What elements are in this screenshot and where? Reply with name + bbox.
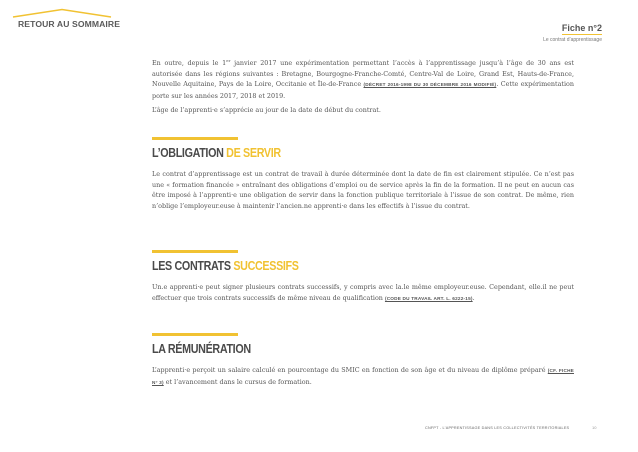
section-contrats-successifs bbox=[152, 250, 574, 304]
back-to-summary-link[interactable]: RETOUR AU SOMMAIRE bbox=[18, 19, 121, 29]
section-title: L’OBLIGATION DE SERVIR bbox=[152, 146, 281, 160]
fiche-number: Fiche n°2 bbox=[561, 23, 602, 33]
section-remuneration bbox=[152, 333, 574, 388]
fiche-subtitle: Le contrat d’apprentissage bbox=[543, 37, 602, 43]
footer-text: CNFPT - L’APPRENTISSAGE DANS LES COLLECTIVITÉS TERRITORIALES bbox=[425, 426, 570, 430]
section-accent-bar bbox=[152, 137, 238, 140]
roof-icon bbox=[12, 8, 112, 18]
intro-paragraph-1: En outre, depuis le 1er janvier 2017 une expérimentation permettant l’accès à l’apprentissage jusqu’à l’âge de 30 ans est autorisée dans les régions suivantes : Bretagne, Bourgogne-Franche-Comté, Centre-Val de Loire, Grand Est, Hauts-de-France, Nouvelle Aquitaine, Pays de la Loire, Occitanie et Île-de-France (DÉCRET 2016-1998 DU 30 DÉCEMBRE 2016 MODIFIÉ). Cette expérimentation porte sur les années 2017, 2018 et 2019. bbox=[152, 58, 575, 100]
section-text: Un.e apprenti·e peut signer plusieurs contrats successifs, y compris avec la.le même employeur.euse. Cependant, elle.il ne peut effectuer que trois contrats successifs de même niveau de qualification (CODE DU TRAVAIL ART. L. 6222-15). bbox=[152, 283, 574, 302]
section-text: L’apprenti·e perçoit un salaire calculé en pourcentage du SMIC en fonction de son âge et du niveau de diplôme préparé (CF. FICHE N° 3) et l’avancement dans le cursus de formation. bbox=[152, 366, 574, 386]
fiche-header bbox=[543, 16, 602, 43]
section-obligation-de-servir bbox=[152, 137, 574, 211]
intro-paragraph-2: L’âge de l’apprenti·e s’apprécie au jour de la date de début du contrat. bbox=[152, 105, 381, 114]
back-to-summary-area[interactable] bbox=[0, 0, 130, 40]
section-title: LES CONTRATS SUCCESSIFS bbox=[152, 259, 299, 273]
section-title: LA RÉMUNÉRATION bbox=[152, 342, 251, 356]
section-accent-bar bbox=[152, 333, 238, 336]
page-number: 10 bbox=[592, 425, 597, 430]
intro-block bbox=[152, 56, 574, 115]
section-accent-bar bbox=[152, 250, 238, 253]
section-text: Le contrat d’apprentissage est un contrat de travail à durée déterminée dont la date de fin est clairement stipulée. Ce n’est pas une « formation financée » entraînant des obligations d’emploi ou de service après la fin de la formation. Il ne peut en aucun cas être imposé à l’apprenti·e une obligation de servir dans la fonction publique territoriale à l’issue de son contrat. De même, rien n’oblige l’employeur.euse à maintenir l’ancien.ne apprenti·e dans les effectifs à l’issue du contrat. bbox=[152, 170, 574, 210]
fiche-3-reference[interactable]: (CF. FICHE N° 3) bbox=[152, 368, 574, 385]
code-travail-reference[interactable]: (CODE DU TRAVAIL ART. L. 6222-15) bbox=[384, 295, 473, 301]
decree-reference[interactable]: (DÉCRET 2016-1998 DU 30 DÉCEMBRE 2016 MODIFIÉ) bbox=[363, 82, 497, 88]
